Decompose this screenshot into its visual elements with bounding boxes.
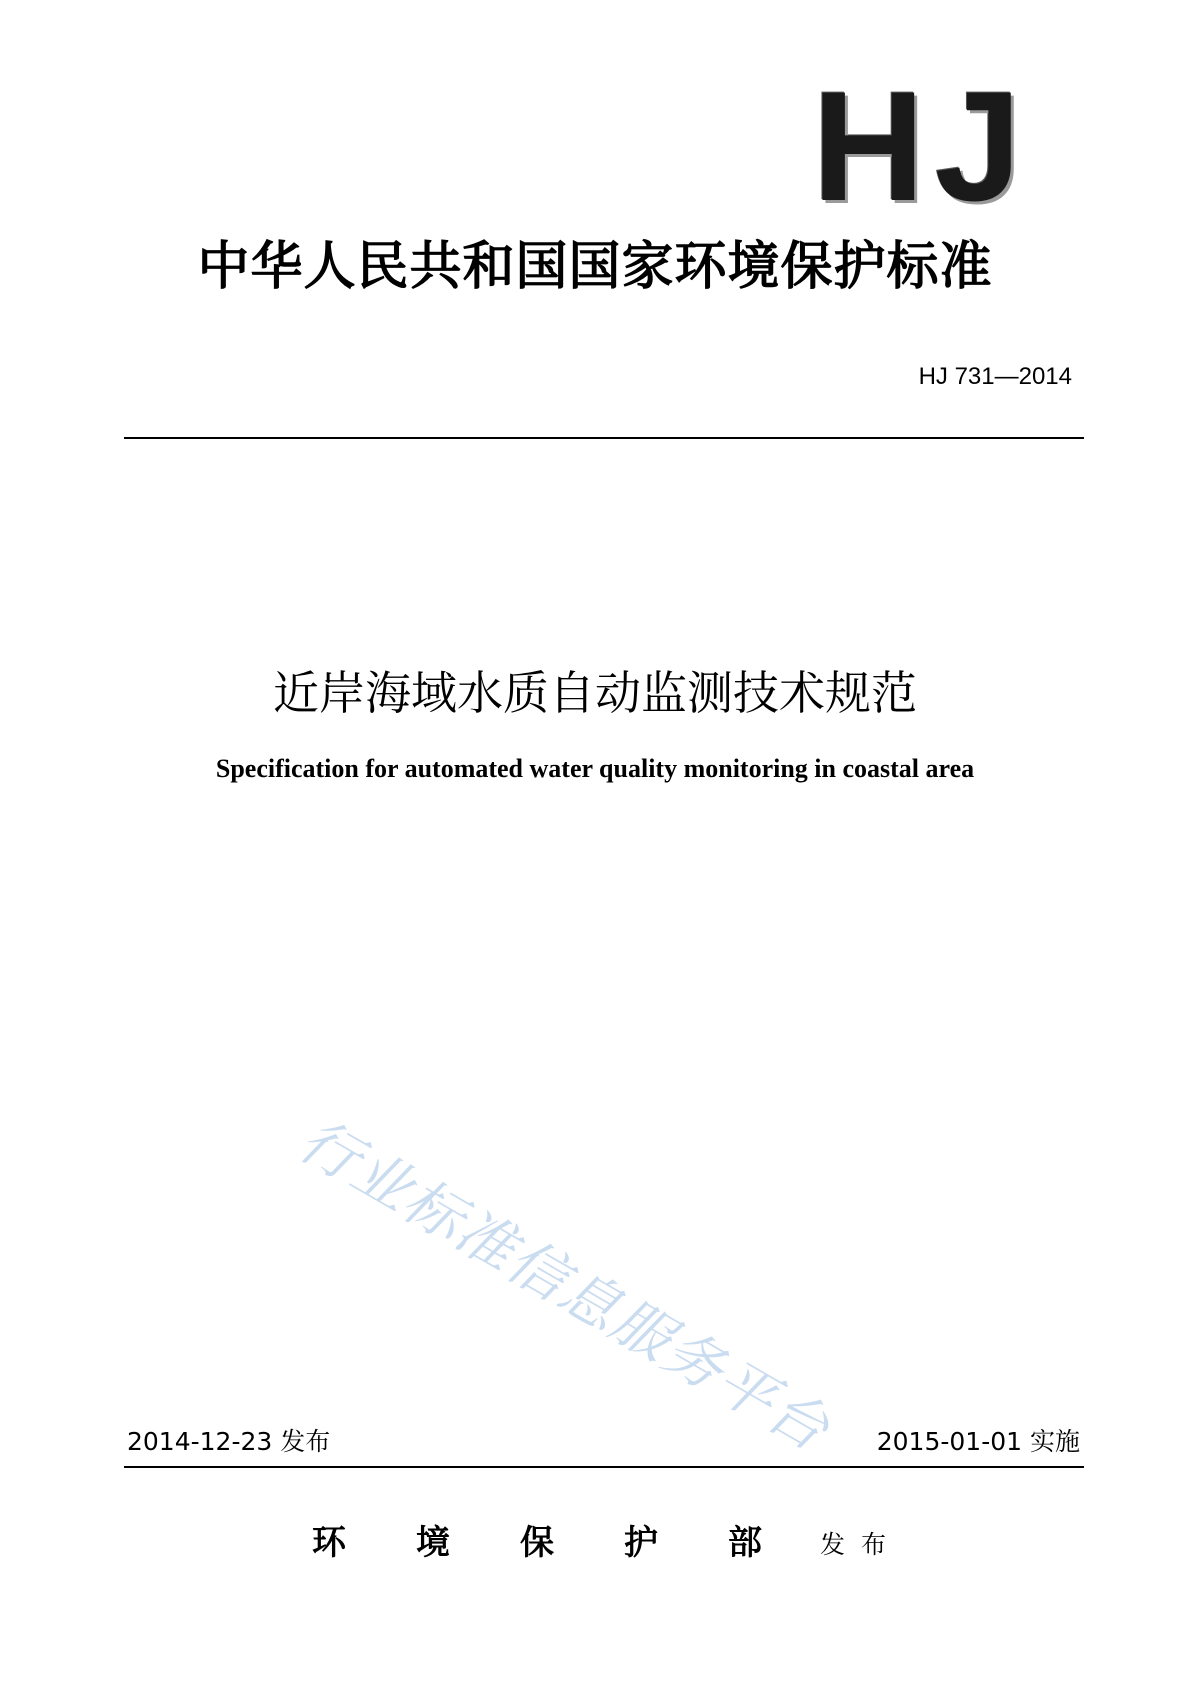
implementation-date: 2015-01-01 实施 <box>876 1427 1080 1456</box>
document-title-english: Specification for automated water quality monitoring in coastal area <box>215 754 975 783</box>
issue-date: 2014-12-23 发布 <box>127 1427 331 1456</box>
bottom-divider <box>124 1466 1084 1468</box>
publisher-name: 环境保护部 <box>312 1523 832 1563</box>
standard-number: HJ 731—2014 <box>918 363 1072 390</box>
standard-category-title: 中华人民共和国国家环境保护标准 <box>197 236 993 297</box>
document-title-chinese: 近岸海域水质自动监测技术规范 <box>273 666 917 720</box>
top-divider <box>124 437 1084 439</box>
publish-label: 发布 <box>820 1530 903 1559</box>
watermark: 行业标准信息服务平台 <box>288 1105 842 1465</box>
hj-logo: HJ <box>812 60 1032 234</box>
